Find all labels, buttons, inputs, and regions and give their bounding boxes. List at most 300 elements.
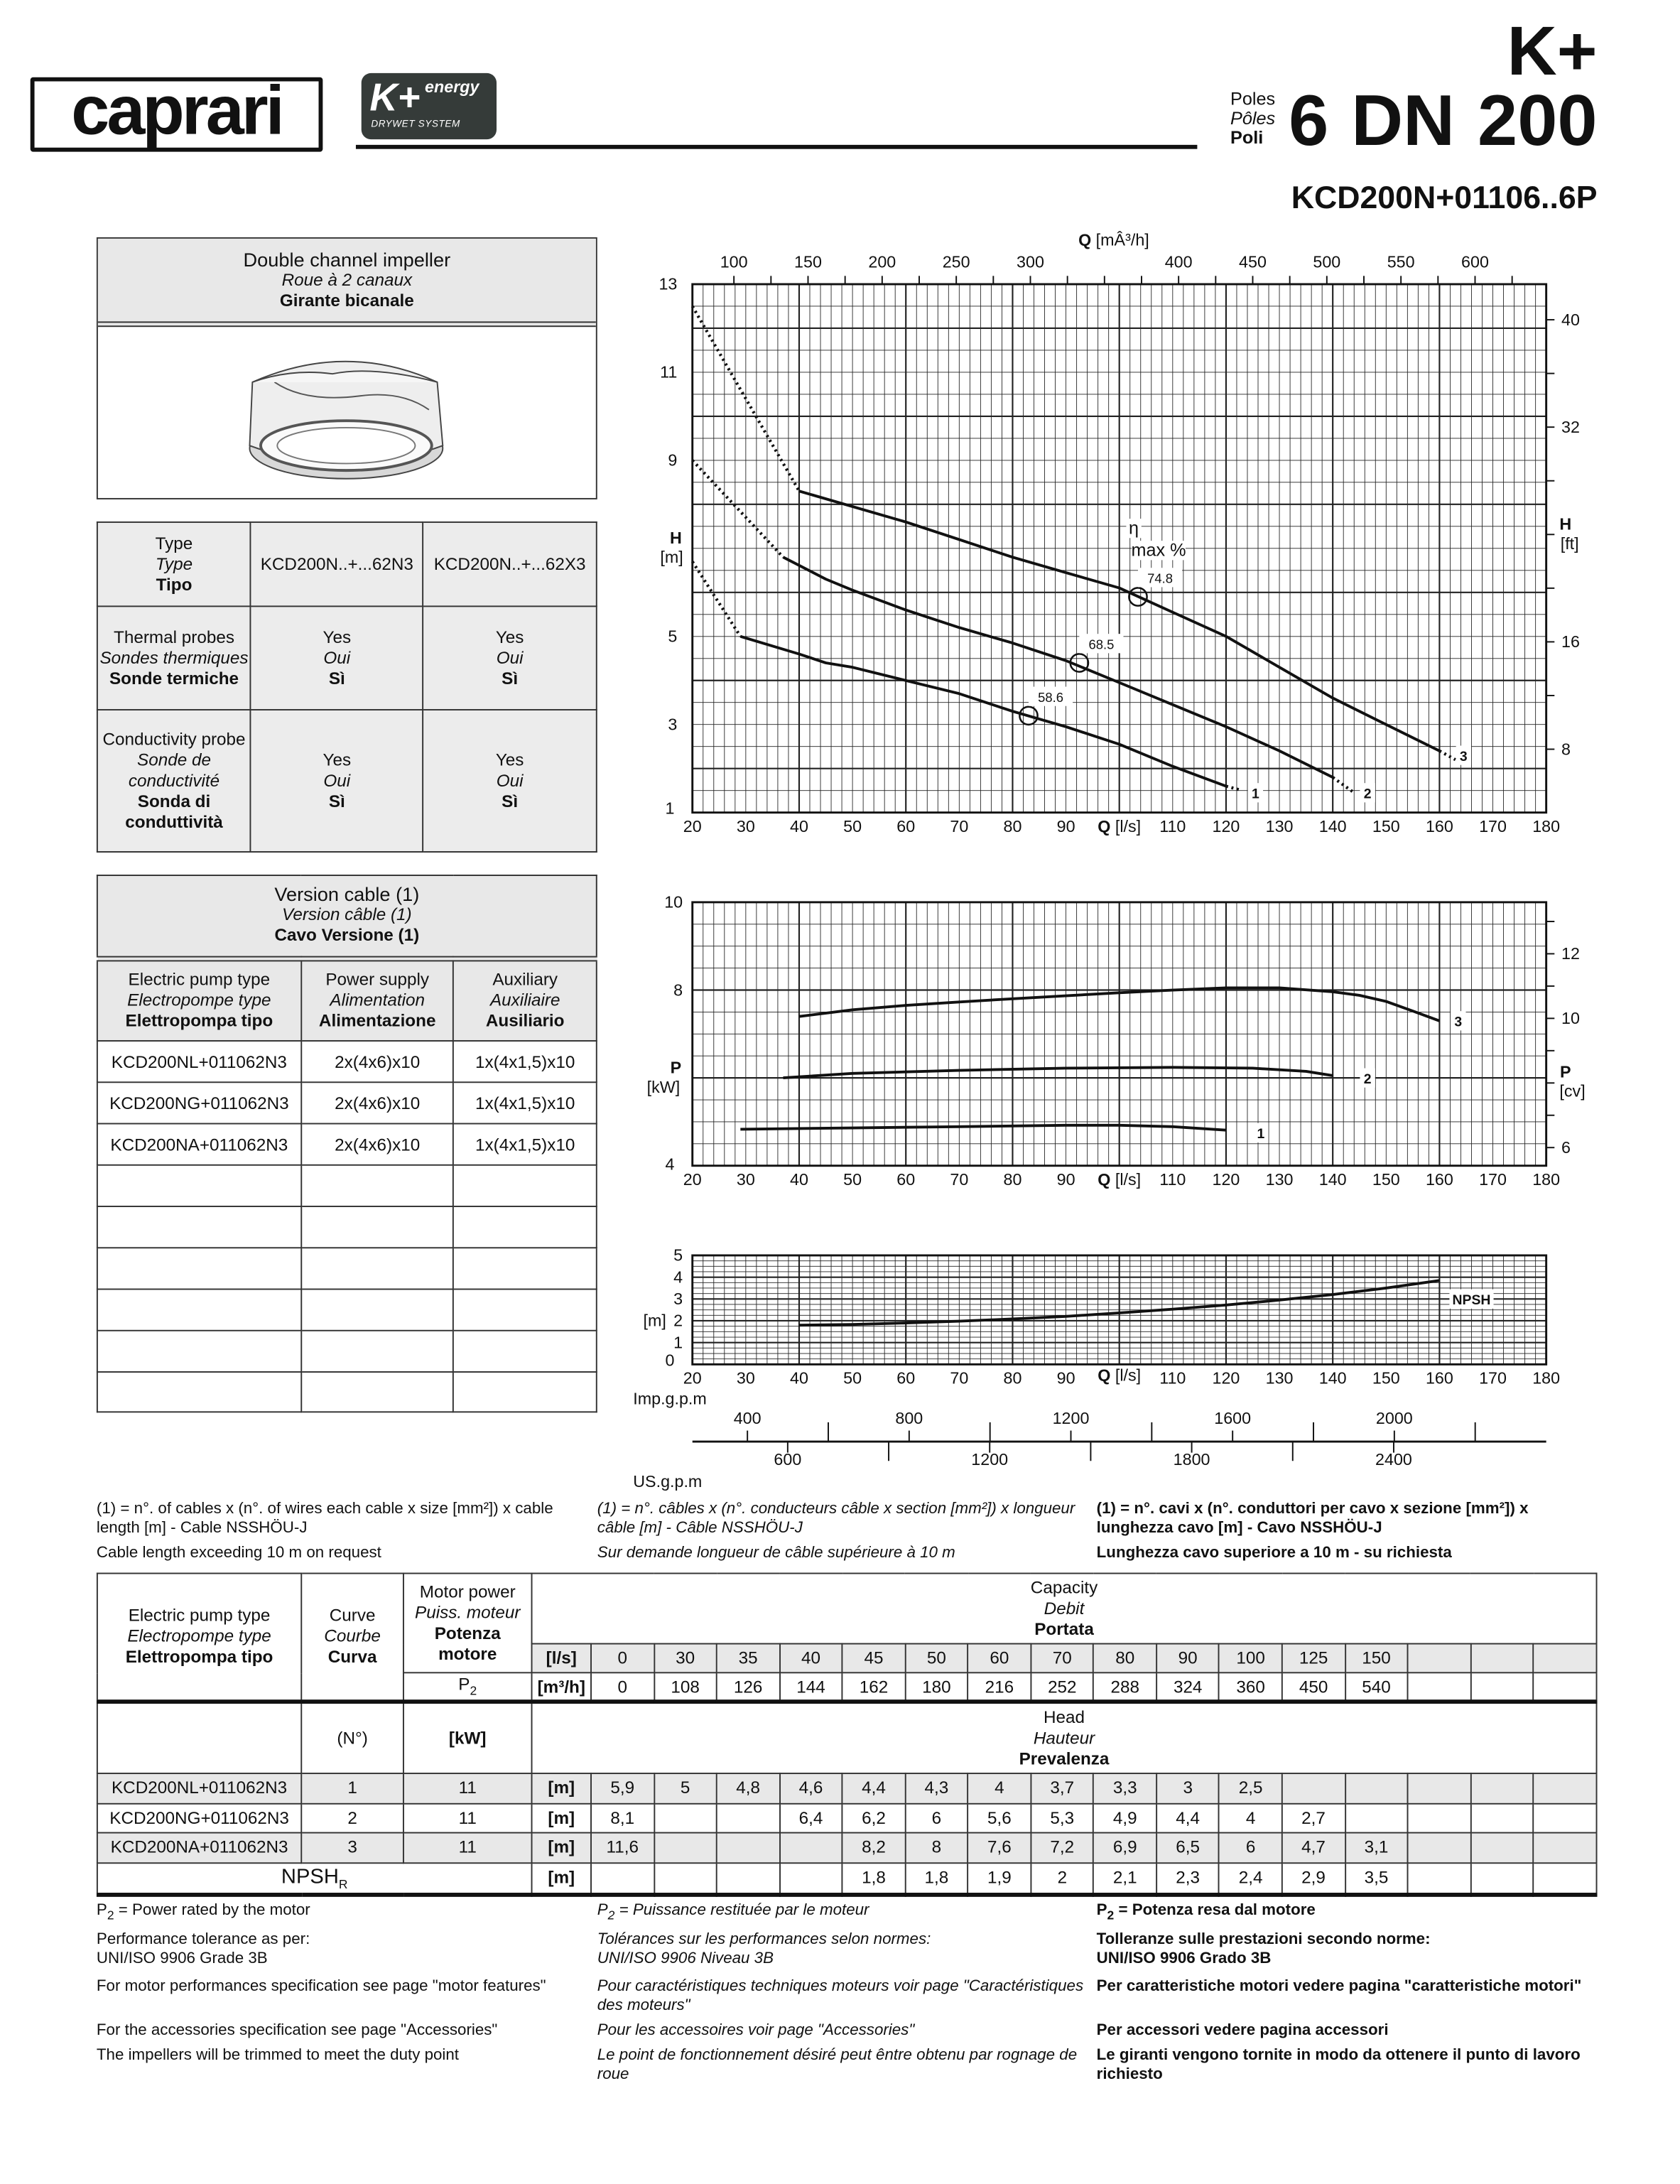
- x-tick-label: 140: [1318, 1368, 1347, 1388]
- flow-m3h-unit: [m³/h]: [532, 1672, 591, 1702]
- value-en: Yes: [495, 750, 524, 769]
- head-y2-axis-label: H: [1559, 514, 1572, 534]
- label-it: Curva: [327, 1647, 377, 1667]
- power-curve-2: [784, 1067, 1333, 1078]
- flow-m3h-value: 252: [1031, 1672, 1093, 1702]
- npsh-value: 2,4: [1219, 1862, 1281, 1894]
- flow-ls-value: [1408, 1644, 1470, 1673]
- x-tick-label: 20: [683, 1368, 702, 1388]
- footer-note: Le point de fonctionnement désiré peut êntre obtenu par rognage de roue: [597, 2048, 1078, 2084]
- pump-row: [97, 1803, 1597, 1833]
- auxiliary: 1x(4x1,5)x10: [454, 1041, 597, 1082]
- p2-note: [597, 1901, 1087, 1925]
- x-tick-label: 180: [1532, 1169, 1561, 1189]
- energy-text: energy: [425, 77, 479, 97]
- cable-title-fr: Version câble (1): [282, 905, 412, 925]
- x-tick-label: 90: [1056, 1368, 1075, 1388]
- x-tick-label: 40: [790, 1368, 808, 1388]
- y2-tick-label: 12: [1561, 944, 1580, 963]
- note: (1) = n°. câbles x (n°. conducteurs câble x section [mm²]) x longueur câble [m] - Câble NSSHÖU-J: [597, 1501, 1075, 1537]
- poles-en: Poles: [1230, 88, 1276, 109]
- x-tick-label: 150: [1372, 1169, 1400, 1189]
- flow-ls-value: 150: [1345, 1644, 1407, 1673]
- head-value: 4,4: [1156, 1803, 1219, 1833]
- p2-text: = Puissance restituée par le moteur: [614, 1902, 869, 1919]
- flow-m3h-value: 450: [1282, 1672, 1345, 1702]
- x-tick-label: 80: [1003, 816, 1022, 836]
- head-value: 8,2: [842, 1833, 905, 1863]
- p2-sub: 2: [1107, 1908, 1115, 1923]
- type-fr: Type: [155, 553, 193, 573]
- footer-note: Tolérances sur les performances selon normes: UNI/ISO 9906 Niveau 3B: [597, 1931, 931, 1968]
- npsh-row: [97, 1862, 1597, 1894]
- footer-note: Per accessori vedere pagina accessori: [1096, 2023, 1389, 2040]
- efficiency-max-label: max %: [1131, 540, 1186, 561]
- label-it: Sonda di conduttività: [125, 791, 223, 831]
- us-gpm-tick-label: 1200: [971, 1450, 1009, 1469]
- curve-number: 1: [301, 1773, 403, 1803]
- head-curve-2-dotted-start: [693, 460, 784, 557]
- top-tick-label: 450: [1239, 252, 1267, 271]
- npsh-value: [1408, 1862, 1470, 1894]
- motor-power: 11: [403, 1803, 532, 1833]
- x-tick-label: 90: [1056, 1169, 1075, 1189]
- npsh-value: [1534, 1862, 1597, 1894]
- power-curve-label: 3: [1454, 1014, 1463, 1030]
- x-tick-label: 70: [950, 1169, 969, 1189]
- flow-ls-value: 125: [1282, 1644, 1345, 1673]
- npsh-value: 1,8: [842, 1862, 905, 1894]
- head-value: [1282, 1773, 1345, 1803]
- head-curve-1: [740, 637, 1226, 786]
- power-unit: [kW]: [403, 1702, 532, 1773]
- npsh-x-axis-label-unit: [l/s]: [1110, 1366, 1142, 1385]
- h-fr: Alimentation: [330, 990, 426, 1010]
- pump-type: KCD200NA+011062N3: [97, 1124, 301, 1165]
- p2-text: = Power rated by the motor: [114, 1902, 310, 1919]
- power-supply: 2x(4x6)x10: [301, 1124, 454, 1165]
- head-value: 11,6: [591, 1833, 654, 1863]
- footer-notes-en: [97, 1901, 586, 2071]
- flow-ls-value: [1534, 1644, 1597, 1673]
- auxiliary: 1x(4x1,5)x10: [454, 1124, 597, 1165]
- top-tick-label: 300: [1017, 252, 1044, 271]
- value-it: Sì: [502, 791, 519, 811]
- head-value: 6: [905, 1803, 968, 1833]
- impeller-title-fr: Roue à 2 canaux: [281, 269, 413, 289]
- npsh-value: [717, 1862, 779, 1894]
- npsh-chart-grid: [693, 1255, 1546, 1364]
- npsh-value: 1,8: [905, 1862, 968, 1894]
- us-gpm-tick-label: 2400: [1375, 1450, 1412, 1469]
- imp-gpm-tick-label: 400: [733, 1408, 762, 1427]
- p2-sub: 2: [107, 1908, 114, 1923]
- y-tick-label: 13: [659, 274, 678, 293]
- value-it: Sì: [328, 791, 345, 811]
- y-tick-label: 9: [668, 450, 678, 470]
- power-curve-label: 1: [1257, 1126, 1265, 1142]
- label-en: Capacity: [1030, 1577, 1098, 1597]
- label-fr: Courbe: [324, 1626, 381, 1646]
- head-header-row: [97, 1702, 1597, 1773]
- flow-ls-value: 35: [717, 1644, 779, 1673]
- head-value: [1408, 1833, 1470, 1863]
- footer-note: The impellers will be trimmed to meet the duty point: [96, 2048, 460, 2065]
- label-fr: Electropompe type: [127, 1626, 271, 1646]
- series-title: K+: [1507, 12, 1598, 90]
- npsh-value: [654, 1862, 716, 1894]
- footer-notes-it: [1097, 1901, 1600, 2091]
- npsh-unit: [m]: [532, 1862, 591, 1894]
- x-tick-label: 120: [1212, 1368, 1240, 1388]
- head-value: [1470, 1773, 1533, 1803]
- x-tick-label: 20: [683, 1169, 702, 1189]
- power-y-axis-label: P: [670, 1058, 682, 1077]
- x-tick-label: 40: [790, 1169, 808, 1189]
- x-tick-label: 150: [1372, 1368, 1400, 1388]
- footer-note: Performance tolerance as per: UNI/ISO 9906 Grade 3B: [96, 1931, 310, 1968]
- head-value: 5,9: [591, 1773, 654, 1803]
- head-value: [1408, 1773, 1470, 1803]
- poles-value: 6: [1289, 81, 1329, 162]
- note: Cable length exceeding 10 m on request: [96, 1545, 381, 1562]
- x-tick-label: 70: [950, 1368, 969, 1388]
- efficiency-symbol: η: [1129, 518, 1139, 539]
- head-unit: [m]: [532, 1833, 591, 1863]
- flow-m3h-value: 180: [905, 1672, 968, 1702]
- x-tick-label: 110: [1159, 1368, 1186, 1388]
- npsh-value: 2,3: [1156, 1862, 1219, 1894]
- label-fr: Sondes thermiques: [99, 647, 249, 667]
- head-value: [1345, 1803, 1407, 1833]
- footer-note: Pour caractéristiques techniques moteurs voir page "Caractéristiques des moteurs": [597, 1978, 1084, 2015]
- npsh-value: [779, 1862, 842, 1894]
- head-value: [1534, 1833, 1597, 1863]
- y-tick-label: 8: [673, 980, 683, 1000]
- label-en: Conductivity probe: [102, 729, 246, 749]
- head-top-axis-label: [1078, 231, 1149, 249]
- h-it: Alimentazione: [318, 1010, 436, 1030]
- h-en: Electric pump type: [128, 969, 271, 989]
- flow-m3h-value: 288: [1094, 1672, 1156, 1702]
- head-value: 6,2: [842, 1803, 905, 1833]
- footer-note: For motor performances specification see page "motor features": [96, 1978, 546, 1996]
- flow-m3h-value: 144: [779, 1672, 842, 1702]
- x-tick-label: 80: [1003, 1368, 1022, 1388]
- x-tick-label: 130: [1265, 1169, 1294, 1189]
- npsh-value: 2,9: [1282, 1862, 1345, 1894]
- label-it: Elettropompa tipo: [125, 1647, 273, 1667]
- flow-ls-value: 60: [968, 1644, 1031, 1673]
- y-tick-label: 1: [673, 1333, 683, 1352]
- h-it: Elettropompa tipo: [125, 1010, 273, 1030]
- head-top-axis-label-symbol: Q: [1078, 230, 1092, 249]
- imp-gpm-label: Imp.g.p.m: [633, 1389, 707, 1408]
- power-curve-1: [740, 1125, 1226, 1130]
- efficiency-label: 58.6: [1038, 689, 1064, 705]
- label-fr: Sonde de conductivité: [128, 750, 220, 790]
- pump-type: KCD200NL+011062N3: [97, 1773, 301, 1803]
- head-unit: [m]: [532, 1773, 591, 1803]
- type-column-1: KCD200N..+...62N3: [251, 522, 423, 606]
- efficiency-label: 68.5: [1088, 637, 1115, 652]
- imp-gpm-tick-label: 2000: [1375, 1408, 1413, 1427]
- flow-m3h-value: [1470, 1672, 1533, 1702]
- head-value: [1534, 1773, 1597, 1803]
- p2-text: = Potenza resa dal motore: [1114, 1902, 1316, 1919]
- model-code: KCD200N+01106..6P: [1291, 179, 1598, 215]
- flow-m3h-value: 108: [654, 1672, 716, 1702]
- value-fr: Oui: [323, 647, 351, 667]
- p2-symbol: P: [96, 1902, 107, 1919]
- label-en: Motor power: [419, 1582, 516, 1601]
- x-tick-label: 60: [896, 816, 916, 836]
- curve-header: [301, 1574, 403, 1702]
- flow-ls-value: 40: [779, 1644, 842, 1673]
- head-value: [654, 1833, 716, 1863]
- motor-power: 11: [403, 1833, 532, 1863]
- head-value: 6: [1219, 1833, 1281, 1863]
- y2-tick-label: 32: [1561, 417, 1580, 436]
- flow-m3h-value: 324: [1156, 1672, 1219, 1702]
- head-value: 3: [1156, 1773, 1219, 1803]
- head-y-axis-label: H: [670, 529, 682, 548]
- x-tick-label: 30: [736, 1368, 755, 1388]
- pump-type: KCD200NG+011062N3: [97, 1803, 301, 1833]
- head-unit: [m]: [532, 1803, 591, 1833]
- flow-ls-value: 80: [1094, 1644, 1156, 1673]
- p2-note: [1097, 1901, 1600, 1925]
- head-value: 8: [905, 1833, 968, 1863]
- x-tick-label: 140: [1318, 1169, 1347, 1189]
- power-y-axis-unit: [kW]: [646, 1077, 681, 1096]
- type-column-2: KCD200N..+...62X3: [423, 522, 596, 606]
- label-fr: Debit: [1044, 1598, 1085, 1618]
- footer-notes-fr: [597, 1901, 1087, 2091]
- p2-note: [97, 1901, 586, 1925]
- head-value: [779, 1833, 842, 1863]
- head-value: 4: [1219, 1803, 1281, 1833]
- flow-ls-unit: [l/s]: [532, 1644, 591, 1673]
- curve-number: 3: [301, 1833, 403, 1863]
- value-fr: Oui: [323, 770, 351, 790]
- head-value: 4,3: [905, 1773, 968, 1803]
- y2-tick-label: 40: [1561, 310, 1580, 329]
- value-fr: Oui: [496, 770, 524, 790]
- k-plus-mark: K+: [369, 75, 421, 119]
- x-tick-label: 20: [683, 816, 702, 836]
- head-y-axis-unit: [m]: [660, 548, 683, 567]
- symbol: NPSH: [281, 1864, 339, 1888]
- flow-m3h-value: 126: [717, 1672, 779, 1702]
- auxiliary: 1x(4x1,5)x10: [454, 1082, 597, 1123]
- x-tick-label: 170: [1479, 1169, 1507, 1189]
- power-y2-axis-label: P: [1560, 1062, 1571, 1081]
- label-fr: Hauteur: [1033, 1727, 1095, 1748]
- cable-title-en: Version cable (1): [274, 883, 420, 906]
- head-value: [654, 1803, 716, 1833]
- cable-notes-fr: [597, 1500, 1094, 1569]
- flow-ls-value: 0: [591, 1644, 654, 1673]
- head-x-axis-label: [1098, 817, 1141, 836]
- label-en: Electric pump type: [128, 1606, 271, 1626]
- head-value: 2,7: [1282, 1803, 1345, 1833]
- value-en: Yes: [323, 750, 352, 769]
- performance-table: [97, 1573, 1598, 1896]
- y-tick-label: 4: [673, 1267, 683, 1287]
- flow-ls-value: 50: [905, 1644, 968, 1673]
- type-en: Type: [155, 533, 193, 553]
- note: Lunghezza cavo superiore a 10 m - su richiesta: [1096, 1545, 1452, 1562]
- head-value: 3,7: [1031, 1773, 1093, 1803]
- pump-type: KCD200NL+011062N3: [97, 1041, 301, 1082]
- cable-title-it: Cavo Versione (1): [274, 926, 420, 946]
- head-value: 4,8: [717, 1773, 779, 1803]
- h-en: Power supply: [325, 969, 430, 989]
- y2-tick-label: 8: [1561, 740, 1571, 759]
- flow-ls-value: [1470, 1644, 1533, 1673]
- head-curve-label: 3: [1459, 748, 1468, 764]
- npsh-value: 2: [1031, 1862, 1093, 1894]
- x-tick-label: 60: [896, 1169, 916, 1189]
- flow-m3h-value: 162: [842, 1672, 905, 1702]
- flow-ls-value: 45: [842, 1644, 905, 1673]
- flow-m3h-value: [1534, 1672, 1597, 1702]
- x-tick-label: 50: [843, 1368, 862, 1388]
- power-x-axis-label: [1098, 1170, 1141, 1189]
- motor-power: 11: [403, 1773, 532, 1803]
- head-curve-1-dotted-end: [1226, 786, 1242, 791]
- head-x-axis-label-unit: [l/s]: [1110, 816, 1142, 836]
- imp-gpm-tick-label: 1200: [1052, 1408, 1090, 1427]
- x-tick-label: 80: [1003, 1169, 1022, 1189]
- head-value: 5,6: [968, 1803, 1031, 1833]
- footer-note: Per caratteristiche motori vedere pagina "caratteristiche motori": [1096, 1978, 1582, 1996]
- label-fr: Puiss. moteur: [415, 1602, 521, 1622]
- npsh-y-axis-unit: [m]: [643, 1311, 666, 1330]
- x-tick-label: 160: [1425, 816, 1453, 836]
- head-curve-1-dotted-start: [693, 561, 741, 636]
- head-value: [717, 1803, 779, 1833]
- head-value: [1470, 1833, 1533, 1863]
- head-x-axis-label-symbol: Q: [1098, 816, 1111, 836]
- label-it: Sonde termiche: [109, 668, 239, 688]
- subscript: R: [338, 1876, 348, 1891]
- label-it: Portata: [1034, 1618, 1094, 1638]
- p2-sub: 2: [607, 1908, 615, 1923]
- x-tick-label: 50: [843, 1169, 862, 1189]
- x-tick-label: 180: [1532, 1368, 1561, 1388]
- subscript: 2: [470, 1684, 477, 1698]
- npsh-value: [591, 1862, 654, 1894]
- motor-power-header: [403, 1574, 532, 1673]
- curve-number: 2: [301, 1803, 403, 1833]
- head-curve-label: 2: [1363, 786, 1372, 802]
- symbol: P: [458, 1675, 470, 1694]
- top-tick-label: 200: [868, 252, 896, 271]
- footer-note: For the accessories specification see page "Accessories": [96, 2023, 498, 2040]
- y-tick-label: 5: [668, 627, 678, 646]
- flow-ls-value: 30: [654, 1644, 716, 1673]
- flow-m3h-value: 540: [1345, 1672, 1407, 1702]
- x-tick-label: 130: [1265, 1368, 1294, 1388]
- head-value: 3,3: [1094, 1773, 1156, 1803]
- head-curve-3-dotted-end: [1439, 751, 1456, 759]
- y-tick-label: 4: [665, 1155, 675, 1174]
- note: (1) = n°. cavi x (n°. conduttori per cavo x sezione [mm²]) x lunghezza cavo [m] - Cavo NSSHÖU-J: [1096, 1501, 1529, 1537]
- x-tick-label: 50: [843, 816, 862, 836]
- flow-m3h-value: 216: [968, 1672, 1031, 1702]
- x-tick-label: 110: [1159, 1169, 1186, 1189]
- head-value: [1534, 1803, 1597, 1833]
- h-fr: Auxiliaire: [489, 990, 560, 1010]
- x-tick-label: 160: [1425, 1368, 1453, 1388]
- y2-tick-label: 16: [1561, 632, 1580, 652]
- head-value: 5,3: [1031, 1803, 1093, 1833]
- y-tick-label: 0: [665, 1351, 675, 1370]
- poles-it: Poli: [1230, 126, 1264, 148]
- pump-type: KCD200NG+011062N3: [97, 1082, 301, 1123]
- curve-unit: (N°): [301, 1702, 403, 1773]
- power-curve-label: 2: [1363, 1071, 1372, 1087]
- label-it: Prevalenza: [1019, 1748, 1110, 1768]
- x-tick-label: 60: [896, 1368, 916, 1388]
- label-en: Thermal probes: [114, 627, 234, 647]
- flow-ls-value: 70: [1031, 1644, 1093, 1673]
- head-y2-axis-unit: [ft]: [1560, 534, 1579, 553]
- value-en: Yes: [323, 627, 352, 647]
- head-value: 7,2: [1031, 1833, 1093, 1863]
- head-value: 4,7: [1282, 1833, 1345, 1863]
- label-en: Head: [1043, 1707, 1085, 1727]
- y2-tick-label: 10: [1561, 1009, 1580, 1028]
- pump-type: KCD200NA+011062N3: [97, 1833, 301, 1863]
- x-tick-label: 130: [1265, 816, 1294, 836]
- npsh-label: [97, 1862, 532, 1894]
- head-chart-grid: [693, 284, 1546, 813]
- head-value: [717, 1833, 779, 1863]
- npsh-curve-label: NPSH: [1452, 1292, 1491, 1309]
- x-tick-label: 120: [1212, 816, 1240, 836]
- top-tick-label: 100: [720, 252, 748, 271]
- top-tick-label: 550: [1387, 252, 1415, 271]
- impeller-title-en: Double channel impeller: [243, 247, 451, 270]
- y-tick-label: 1: [665, 799, 675, 818]
- cable-notes-en: [97, 1500, 593, 1569]
- type-it: Tipo: [156, 574, 193, 594]
- dn-value: DN 200: [1351, 81, 1598, 162]
- p2-symbol: P: [597, 1902, 608, 1919]
- top-tick-label: 150: [794, 252, 822, 271]
- top-tick-label: 400: [1164, 252, 1193, 271]
- head-value: 4,6: [779, 1773, 842, 1803]
- head-value: 4: [968, 1773, 1031, 1803]
- npsh-value: [1470, 1862, 1533, 1894]
- head-value: [1470, 1803, 1533, 1833]
- h-it: Ausiliario: [485, 1010, 565, 1030]
- x-tick-label: 90: [1056, 816, 1075, 836]
- footer-note: Pour les accessoires voir page "Accessories": [597, 2023, 915, 2040]
- drywet-tagline: DRYWET SYSTEM: [371, 119, 460, 130]
- power-x-axis-label-symbol: Q: [1098, 1169, 1111, 1189]
- flow-ls-value: 90: [1156, 1644, 1219, 1673]
- head-value: 6,5: [1156, 1833, 1219, 1863]
- x-tick-label: 30: [736, 816, 755, 836]
- brand-name: caprari: [71, 71, 282, 149]
- flow-m3h-value: 360: [1219, 1672, 1281, 1702]
- npsh-value: 3,5: [1345, 1862, 1407, 1894]
- label-en: Curve: [329, 1606, 376, 1626]
